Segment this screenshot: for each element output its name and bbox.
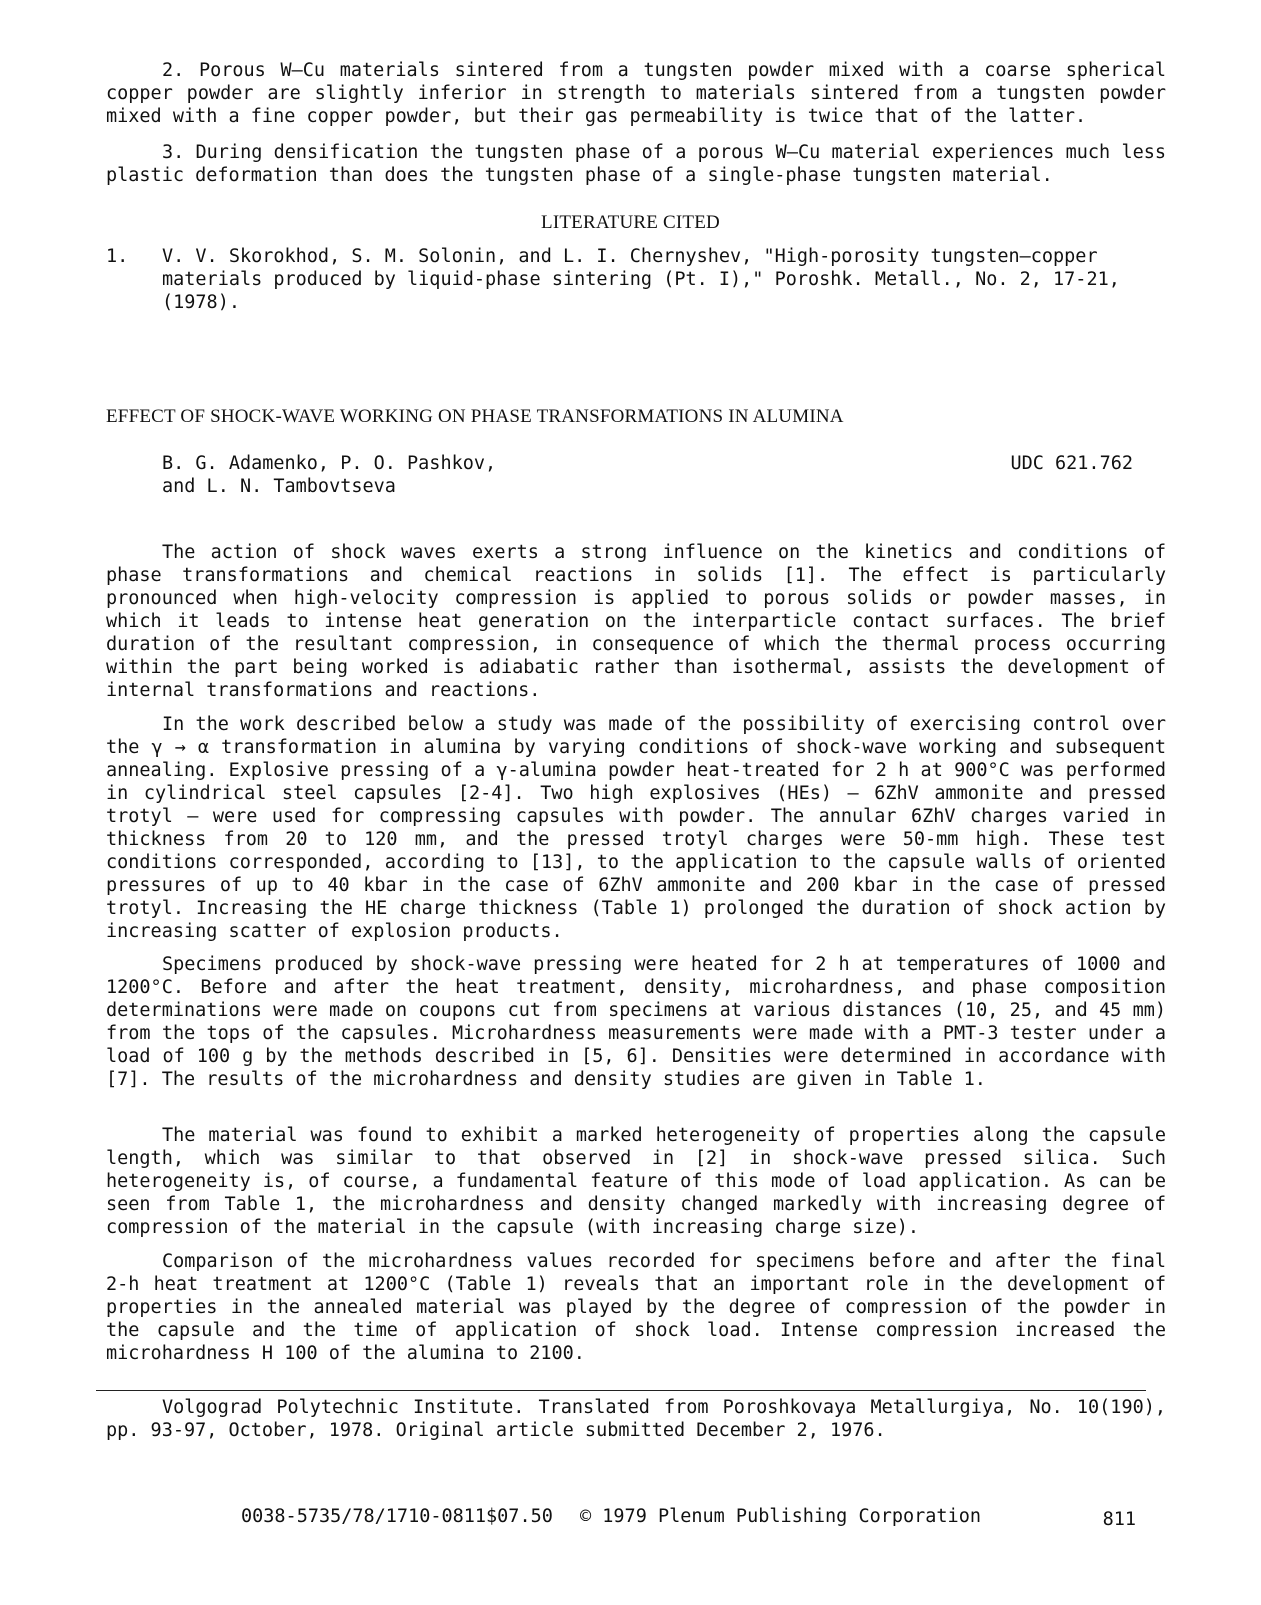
authors-line-1: B. G. Adamenko, P. O. Pashkov, — [162, 453, 497, 474]
footnote-divider — [96, 1390, 1146, 1391]
footnote-affiliation: Volgograd Polytechnic Institute. Translated from Poroshkovaya Metallurgiya, No. 10(190), pp. 93-97, October, 1978. Original article submitted December 2, 1976. — [106, 1397, 1166, 1441]
reference-text: V. V. Skorokhod, S. M. Solonin, and L. I. Chernyshev, "High-porosity tungsten—copper materials produced by liquid-phase sintering (Pt. I)," Poroshk. Metall., No. 2, 17-21, (1978). — [162, 246, 1120, 313]
reference-number: 1. — [106, 246, 129, 267]
page-number: 811 — [1102, 1509, 1136, 1530]
body-paragraph-1: The action of shock waves exerts a strong influence on the kinetics and conditions of phase transformations and chemical reactions in solids [1]. The effect is particularly pronounced when high-velocity compression is applied to porous solids or powder masses, in which it leads to intense heat generation on the interparticle contact surfaces. The brief duration of the resultant compression, in consequence of which the thermal process occurring within the part being worked is adiabatic rather than isothermal, assists the development of internal transformations and reactions. — [106, 542, 1166, 701]
body-paragraph-5: Comparison of the microhardness values recorded for specimens before and after the final 2-h heat treatment at 1200°C (Table 1) reveals that an important role in the development of properties in the annealed material was played by the degree of compression of the powder in the capsule and the time of application of shock load. Intense compression increased the microhardness H 100 of the alumina to 2100. — [106, 1251, 1166, 1364]
body-paragraph-4: The material was found to exhibit a marked heterogeneity of properties along the capsule length, which was similar to that observed in [2] in shock-wave pressed silica. Such heterogeneity is, of course, a fundamental feature of this mode of load application. As can be seen from Table 1, the microhardness and density changed markedly with increasing degree of compression of the material in the capsule (with increasing charge size). — [106, 1125, 1166, 1238]
body-paragraph-2: In the work described below a study was made of the possibility of exercising control over the γ → α transformation in alumina by varying conditions of shock-wave working and subsequent annealing. Explosive pressing of a γ-alumina powder heat-treated for 2 h at 900°C was performed in cylindrical steel capsules [2-4]. Two high explosives (HEs) — 6ZhV ammonite and pressed trotyl — were used for compressing capsules with powder. The annular 6ZhV charges varied in thickness from 20 to 120 mm, and the pressed trotyl charges were 50-mm high. These test conditions corresponded, according to [13], to the application to the capsule walls of oriented pressures of up to 40 kbar in the case of 6ZhV ammonite and 200 kbar in the case of pressed trotyl. Increasing the HE charge thickness (Table 1) prolonged the duration of shock action by increasing scatter of explosion products. — [106, 714, 1166, 942]
article-title: EFFECT OF SHOCK-WAVE WORKING ON PHASE TRANSFORMATIONS IN ALUMINA — [106, 406, 844, 427]
copyright-notice: © 1979 Plenum Publishing Corporation — [580, 1506, 981, 1527]
body-paragraph-3: Specimens produced by shock-wave pressing were heated for 2 h at temperatures of 1000 and 1200°C. Before and after the heat treatment, density, microhardness, and phase composition determinations were made on coupons cut from specimens at various distances (10, 25, and 45 mm) from the tops of the capsules. Microhardness measurements were made with a PMT-3 tester under a load of 100 g by the methods described in [5, 6]. Densities were determined in accordance with [7]. The results of the microhardness and density studies are given in Table 1. — [106, 954, 1166, 1090]
publication-code: 0038-5735/78/1710-0811$07.50 — [241, 1506, 553, 1527]
authors-line-2: and L. N. Tambovtseva — [162, 476, 396, 497]
article-authors — [162, 452, 662, 498]
udc-code: UDC 621.762 — [1010, 453, 1133, 474]
conclusion-item-3: 3. During densification the tungsten phase of a porous W—Cu material experiences much less plastic deformation than does the tungsten phase of a single-phase tungsten material. — [106, 142, 1166, 186]
literature-cited-heading: LITERATURE CITED — [541, 212, 720, 233]
conclusion-item-2: 2. Porous W—Cu materials sintered from a tungsten powder mixed with a coarse spherical copper powder are slightly inferior in strength to materials sintered from a tungsten powder mixed with a fine copper powder, but their gas permeability is twice that of the latter. — [106, 60, 1166, 127]
